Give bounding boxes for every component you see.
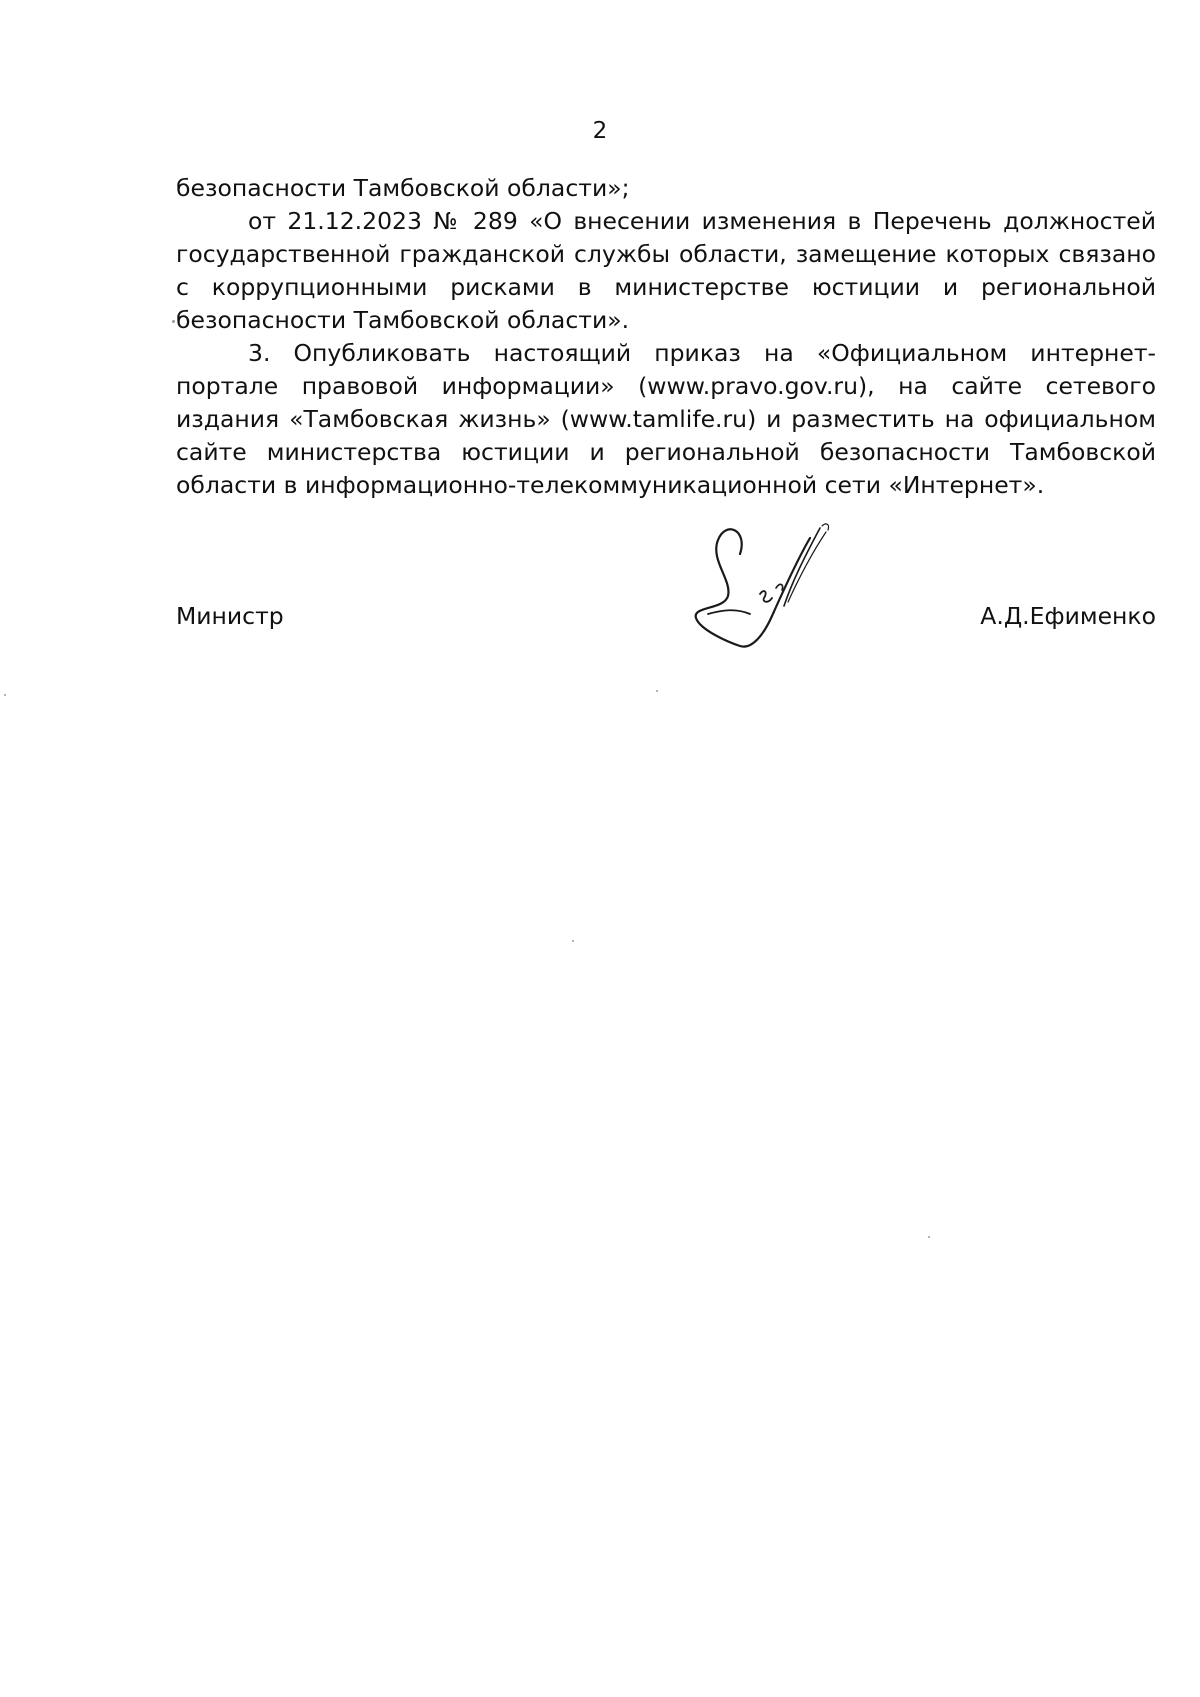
scan-speck — [656, 690, 658, 692]
signature-block — [176, 600, 1156, 640]
paragraph-publication: 3. Опубликовать настоящий приказ на «Официальном интернет-портале правовой информации» (www.pravo.gov.ru), на сайте сетевого издания «Тамбовская жизнь» (www.tamlife.ru) и разместить на официальном сайте министерства юстиции и региональной безопасности Тамбовской области в информационно-телекоммуникационной сети «Интернет». — [176, 339, 1156, 499]
signatory-name: А.Д.Ефименко — [980, 602, 1156, 630]
scan-speck — [928, 1236, 930, 1238]
page-number: 2 — [592, 118, 608, 144]
scan-speck — [172, 320, 175, 323]
scan-speck — [4, 694, 6, 696]
signatory-position: Министр — [176, 602, 284, 630]
paragraph-order-reference: от 21.12.2023 № 289 «О внесении изменения в Перечень должностей государственной гражданской службы области, замещение которых связано с коррупционными рисками в министерстве юстиции и региональной безопасности Тамбовской области». — [176, 207, 1156, 334]
scan-speck — [572, 940, 574, 942]
document-body — [176, 172, 1156, 502]
handwritten-signature — [688, 522, 838, 652]
paragraph-continuation: безопасности Тамбовской области»; — [176, 174, 630, 202]
